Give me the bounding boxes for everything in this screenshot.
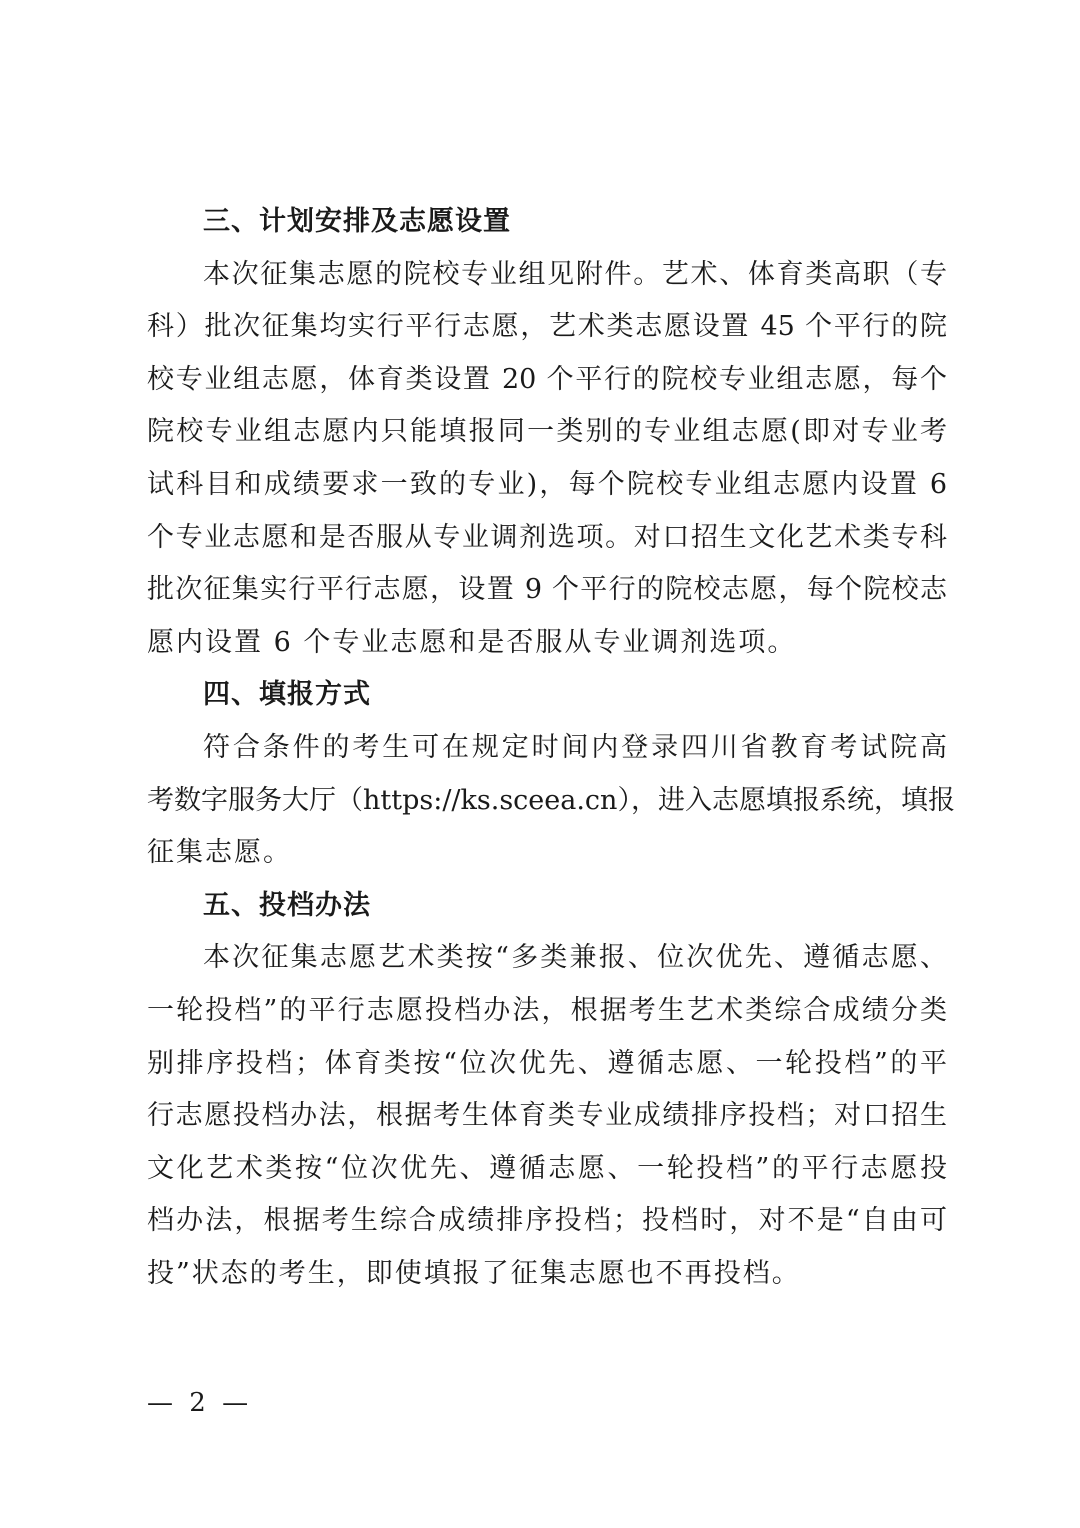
section-heading-plan-arrangement: 三、计划安排及志愿设置 [203, 206, 511, 237]
section-paragraph-filing-method [147, 932, 947, 1300]
paragraph-line: 院校专业组志愿内只能填报同一类别的专业组志愿(即对专业考 [147, 416, 947, 448]
paragraph-line: 征集志愿。 [147, 837, 292, 869]
paragraph-line: 本次征集志愿的院校专业组见附件。艺术、体育类高职（专 [203, 258, 947, 290]
paragraph-line: 别排序投档；体育类按“位次优先、遵循志愿、一轮投档”的平 [147, 1047, 947, 1079]
paragraph-line: 校专业组志愿，体育类设置 20 个平行的院校专业组志愿，每个 [147, 363, 947, 395]
paragraph-line: 个专业志愿和是否服从专业调剂选项。对口招生文化艺术类专科 [147, 521, 947, 553]
page-number: — 2 — [147, 1388, 253, 1418]
paragraph-line: 行志愿投档办法，根据考生体育类专业成绩排序投档；对口招生 [147, 1100, 947, 1132]
paragraph-line: 一轮投档”的平行志愿投档办法，根据考生艺术类综合成绩分类 [147, 994, 947, 1026]
section-heading-filing-method: 五、投档办法 [203, 889, 371, 921]
paragraph-line: 试科目和成绩要求一致的专业)，每个院校专业组志愿内设置 6 [147, 468, 947, 500]
paragraph-line: 符合条件的考生可在规定时间内登录四川省教育考试院高 [203, 731, 947, 763]
paragraph-line-with-url: 考数字服务大厅（https://ks.sceea.cn），进入志愿填报系统，填报 [147, 784, 955, 816]
paragraph-line: 投”状态的考生，即使填报了征集志愿也不再投档。 [147, 1257, 801, 1289]
paragraph-line: 愿内设置 6 个专业志愿和是否服从专业调剂选项。 [147, 626, 797, 658]
section-paragraph-plan-arrangement [147, 249, 947, 670]
paragraph-line: 档办法，根据考生综合成绩排序投档；投档时，对不是“自由可 [147, 1205, 947, 1237]
section-paragraph-filling-method [147, 722, 955, 880]
document-body [147, 196, 955, 1300]
paragraph-line: 本次征集志愿艺术类按“多类兼报、位次优先、遵循志愿、 [203, 942, 947, 974]
paragraph-line: 批次征集实行平行志愿，设置 9 个平行的院校志愿，每个院校志 [147, 574, 947, 606]
paragraph-line: 科）批次征集均实行平行志愿，艺术类志愿设置 45 个平行的院 [147, 311, 947, 343]
paragraph-line: 文化艺术类按“位次优先、遵循志愿、一轮投档”的平行志愿投 [147, 1152, 947, 1184]
section-heading-filling-method: 四、填报方式 [203, 679, 371, 711]
